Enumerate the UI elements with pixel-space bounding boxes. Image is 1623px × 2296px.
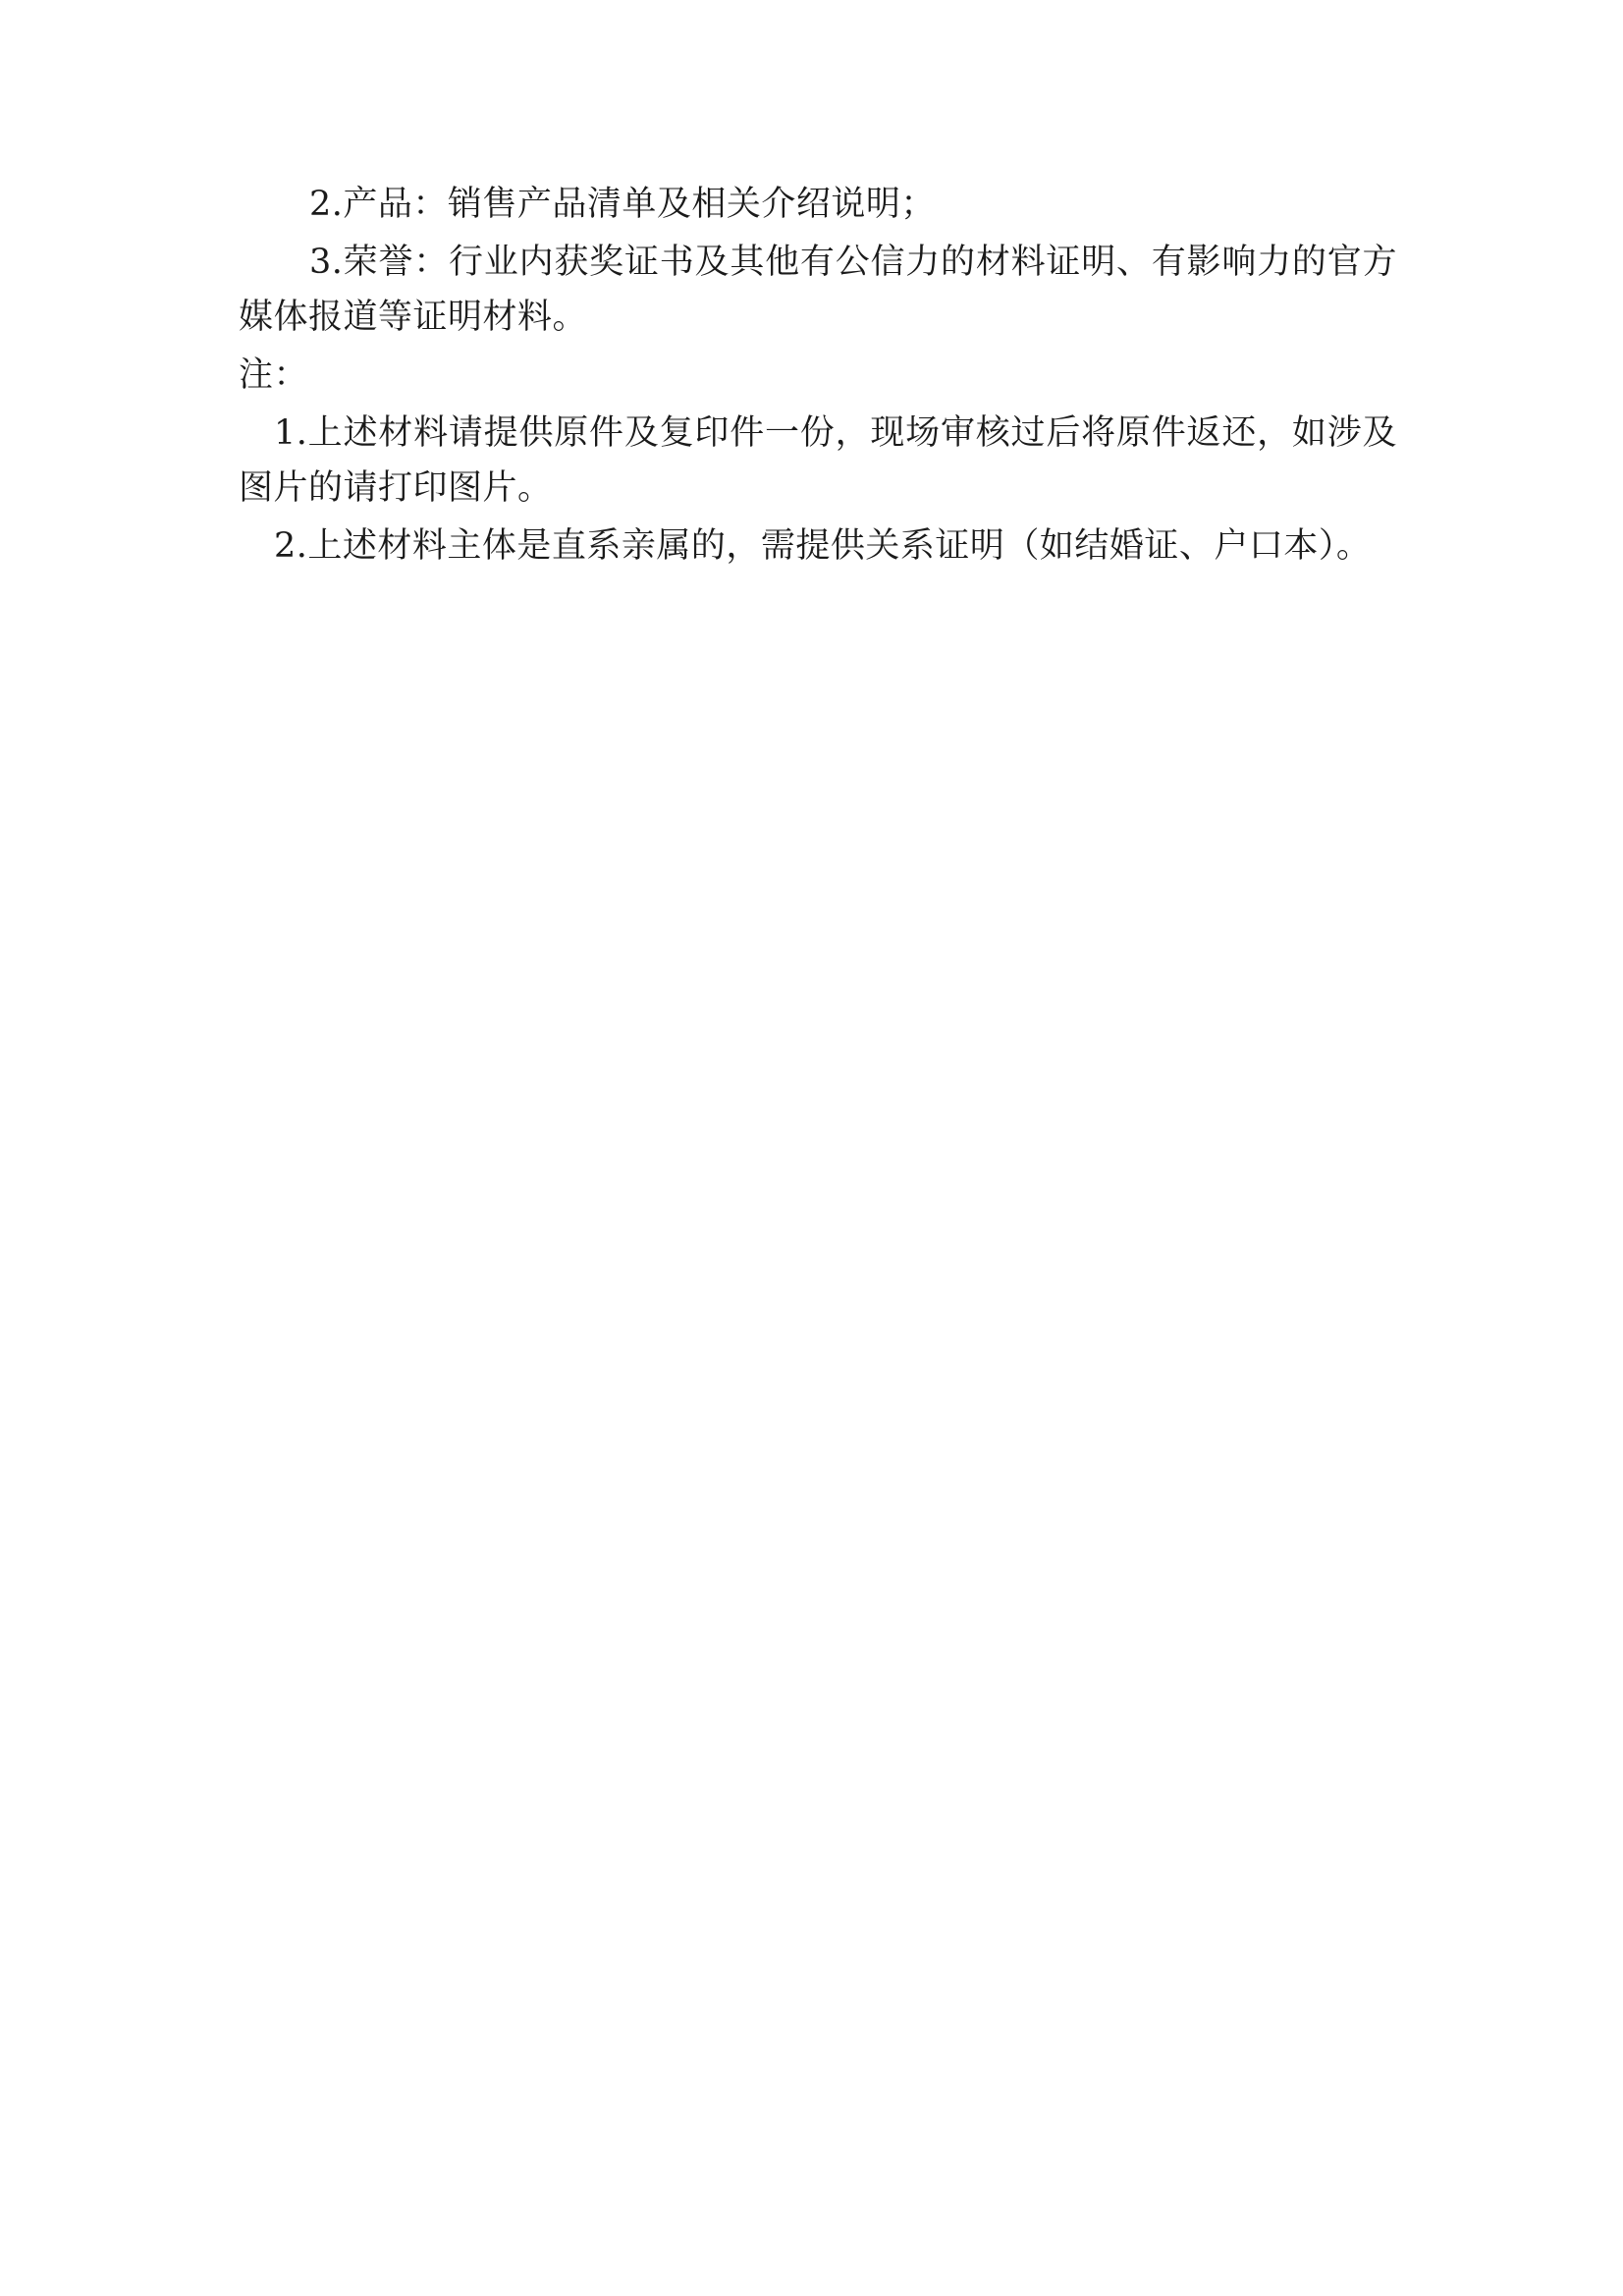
paragraph-item-2-product: 2.产品：销售产品清单及相关介绍说明； (309, 185, 936, 224)
document-body (239, 177, 1397, 576)
paragraph-note-2: 2.上述材料主体是直系亲属的，需提供关系证明（如结婚证、户口本）。 (274, 526, 1372, 567)
paragraph-note-1: 1.上述材料请提供原件及复印件一份，现场审核过后将原件返还，如涉及图片的请打印图片。 (239, 412, 1397, 509)
paragraph-item-3-honor: 3.荣誉：行业内获奖证书及其他有公信力的材料证明、有影响力的官方媒体报道等证明材料。 (239, 242, 1397, 338)
paragraph-note-heading: 注： (239, 355, 309, 396)
